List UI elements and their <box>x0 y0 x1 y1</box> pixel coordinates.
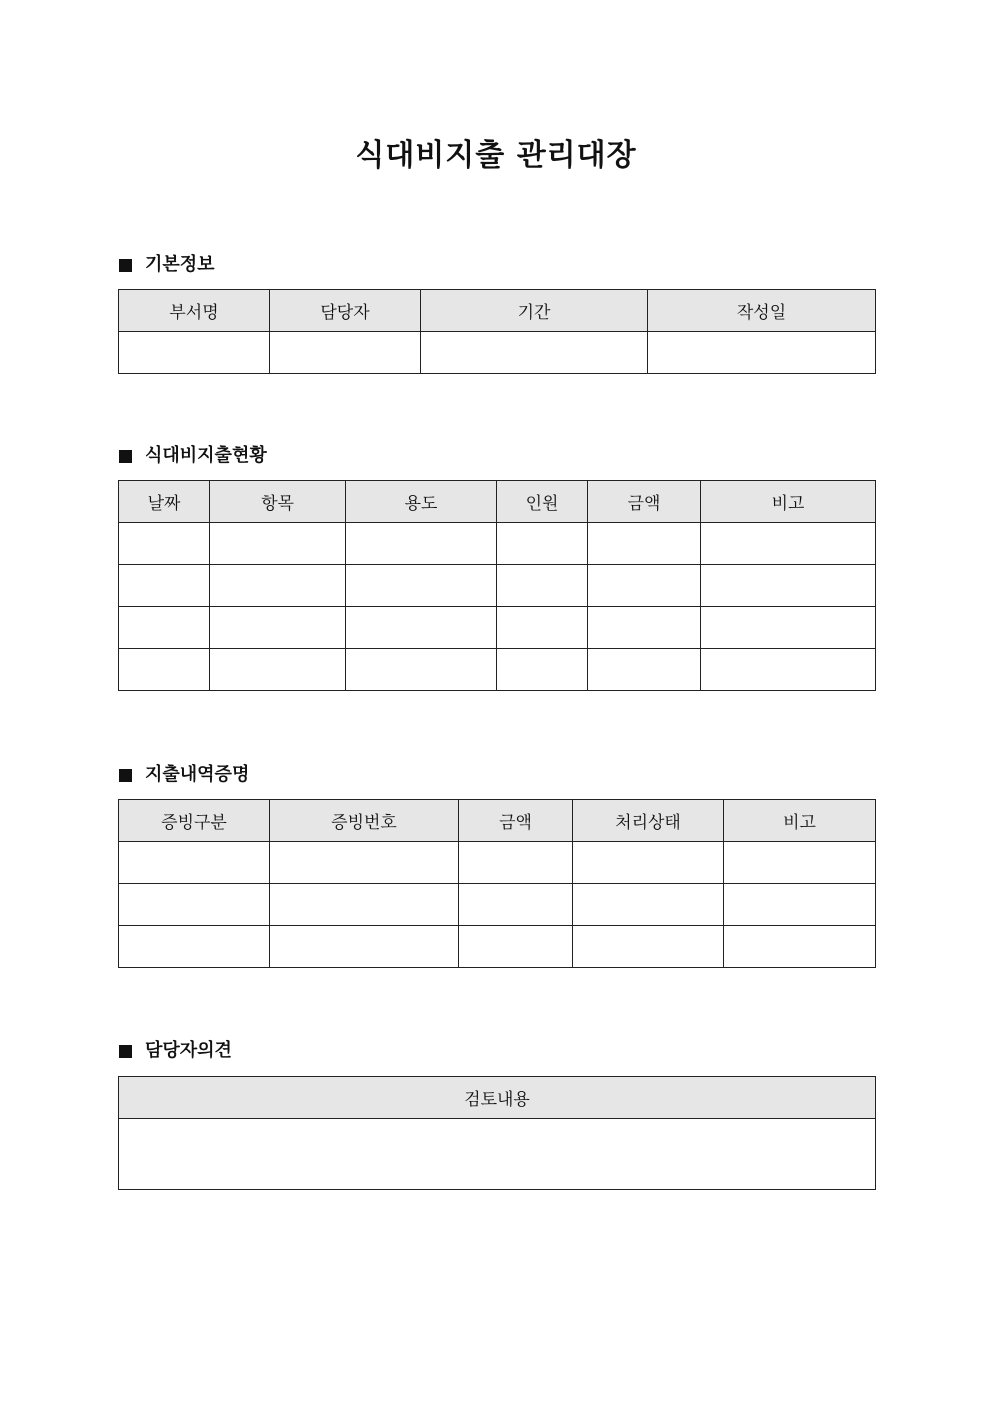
amount-cell[interactable] <box>588 523 701 565</box>
column-header-purpose: 용도 <box>346 481 497 523</box>
remarks-cell[interactable] <box>701 523 876 565</box>
column-header-period: 기간 <box>421 290 648 332</box>
proof-number-cell[interactable] <box>270 842 459 884</box>
proof-type-cell[interactable] <box>119 884 270 926</box>
remarks-cell[interactable] <box>701 649 876 691</box>
column-header-item: 항목 <box>210 481 346 523</box>
section-heading-opinion <box>119 1039 232 1063</box>
column-header-manager: 담당자 <box>270 290 421 332</box>
date-cell[interactable] <box>119 607 210 649</box>
purpose-cell[interactable] <box>346 607 497 649</box>
remarks-cell[interactable] <box>724 926 876 968</box>
status-cell[interactable] <box>573 926 724 968</box>
square-bullet-icon <box>119 1045 132 1058</box>
proof-type-cell[interactable] <box>119 926 270 968</box>
amount-cell[interactable] <box>588 649 701 691</box>
table-row <box>119 842 876 884</box>
section-heading-label: 지출내역증명 <box>145 764 250 785</box>
table-header-row <box>119 481 876 523</box>
period-cell[interactable] <box>421 332 648 374</box>
proof-number-cell[interactable] <box>270 884 459 926</box>
column-header-department: 부서명 <box>119 290 270 332</box>
manager-cell[interactable] <box>270 332 421 374</box>
headcount-cell[interactable] <box>497 523 588 565</box>
purpose-cell[interactable] <box>346 565 497 607</box>
proof-type-cell[interactable] <box>119 842 270 884</box>
amount-cell[interactable] <box>588 607 701 649</box>
section-heading-proof <box>119 763 249 787</box>
table-header-row <box>119 290 876 332</box>
column-header-proof-number: 증빙번호 <box>270 800 459 842</box>
table-row <box>119 1119 876 1190</box>
department-cell[interactable] <box>119 332 270 374</box>
table-row <box>119 926 876 968</box>
remarks-cell[interactable] <box>701 607 876 649</box>
square-bullet-icon <box>119 259 132 272</box>
remarks-cell[interactable] <box>724 842 876 884</box>
expenses-table <box>118 480 876 691</box>
amount-cell[interactable] <box>588 565 701 607</box>
status-cell[interactable] <box>573 884 724 926</box>
table-header-row <box>119 1077 876 1119</box>
remarks-cell[interactable] <box>701 565 876 607</box>
item-cell[interactable] <box>210 565 346 607</box>
column-header-headcount: 인원 <box>497 481 588 523</box>
basic-info-table <box>118 289 876 374</box>
opinion-table <box>118 1076 876 1190</box>
column-header-date: 날짜 <box>119 481 210 523</box>
table-row <box>119 884 876 926</box>
purpose-cell[interactable] <box>346 523 497 565</box>
page-title: 식대비지출 관리대장 <box>355 138 637 173</box>
item-cell[interactable] <box>210 523 346 565</box>
column-header-amount: 금액 <box>588 481 701 523</box>
table-row <box>119 332 876 374</box>
table-row <box>119 649 876 691</box>
table-row <box>119 607 876 649</box>
date-cell[interactable] <box>119 523 210 565</box>
amount-cell[interactable] <box>459 884 573 926</box>
column-header-proof-type: 증빙구분 <box>119 800 270 842</box>
date-cell[interactable] <box>119 649 210 691</box>
proof-number-cell[interactable] <box>270 926 459 968</box>
section-heading-expenses <box>119 444 267 468</box>
section-heading-basic-info <box>119 253 215 277</box>
date-written-cell[interactable] <box>648 332 876 374</box>
remarks-cell[interactable] <box>724 884 876 926</box>
proof-table <box>118 799 876 968</box>
column-header-remarks: 비고 <box>701 481 876 523</box>
table-row <box>119 565 876 607</box>
section-heading-label: 담당자의견 <box>145 1040 232 1061</box>
column-header-amount: 금액 <box>459 800 573 842</box>
headcount-cell[interactable] <box>497 649 588 691</box>
item-cell[interactable] <box>210 607 346 649</box>
item-cell[interactable] <box>210 649 346 691</box>
section-heading-label: 식대비지출현황 <box>145 445 267 466</box>
review-content-cell[interactable] <box>119 1119 876 1190</box>
column-header-remarks: 비고 <box>724 800 876 842</box>
date-cell[interactable] <box>119 565 210 607</box>
square-bullet-icon <box>119 769 132 782</box>
square-bullet-icon <box>119 450 132 463</box>
headcount-cell[interactable] <box>497 565 588 607</box>
amount-cell[interactable] <box>459 842 573 884</box>
section-heading-label: 기본정보 <box>145 254 215 275</box>
column-header-review-content: 검토내용 <box>119 1077 876 1119</box>
table-header-row <box>119 800 876 842</box>
purpose-cell[interactable] <box>346 649 497 691</box>
column-header-status: 처리상태 <box>573 800 724 842</box>
amount-cell[interactable] <box>459 926 573 968</box>
column-header-date-written: 작성일 <box>648 290 876 332</box>
headcount-cell[interactable] <box>497 607 588 649</box>
table-row <box>119 523 876 565</box>
status-cell[interactable] <box>573 842 724 884</box>
